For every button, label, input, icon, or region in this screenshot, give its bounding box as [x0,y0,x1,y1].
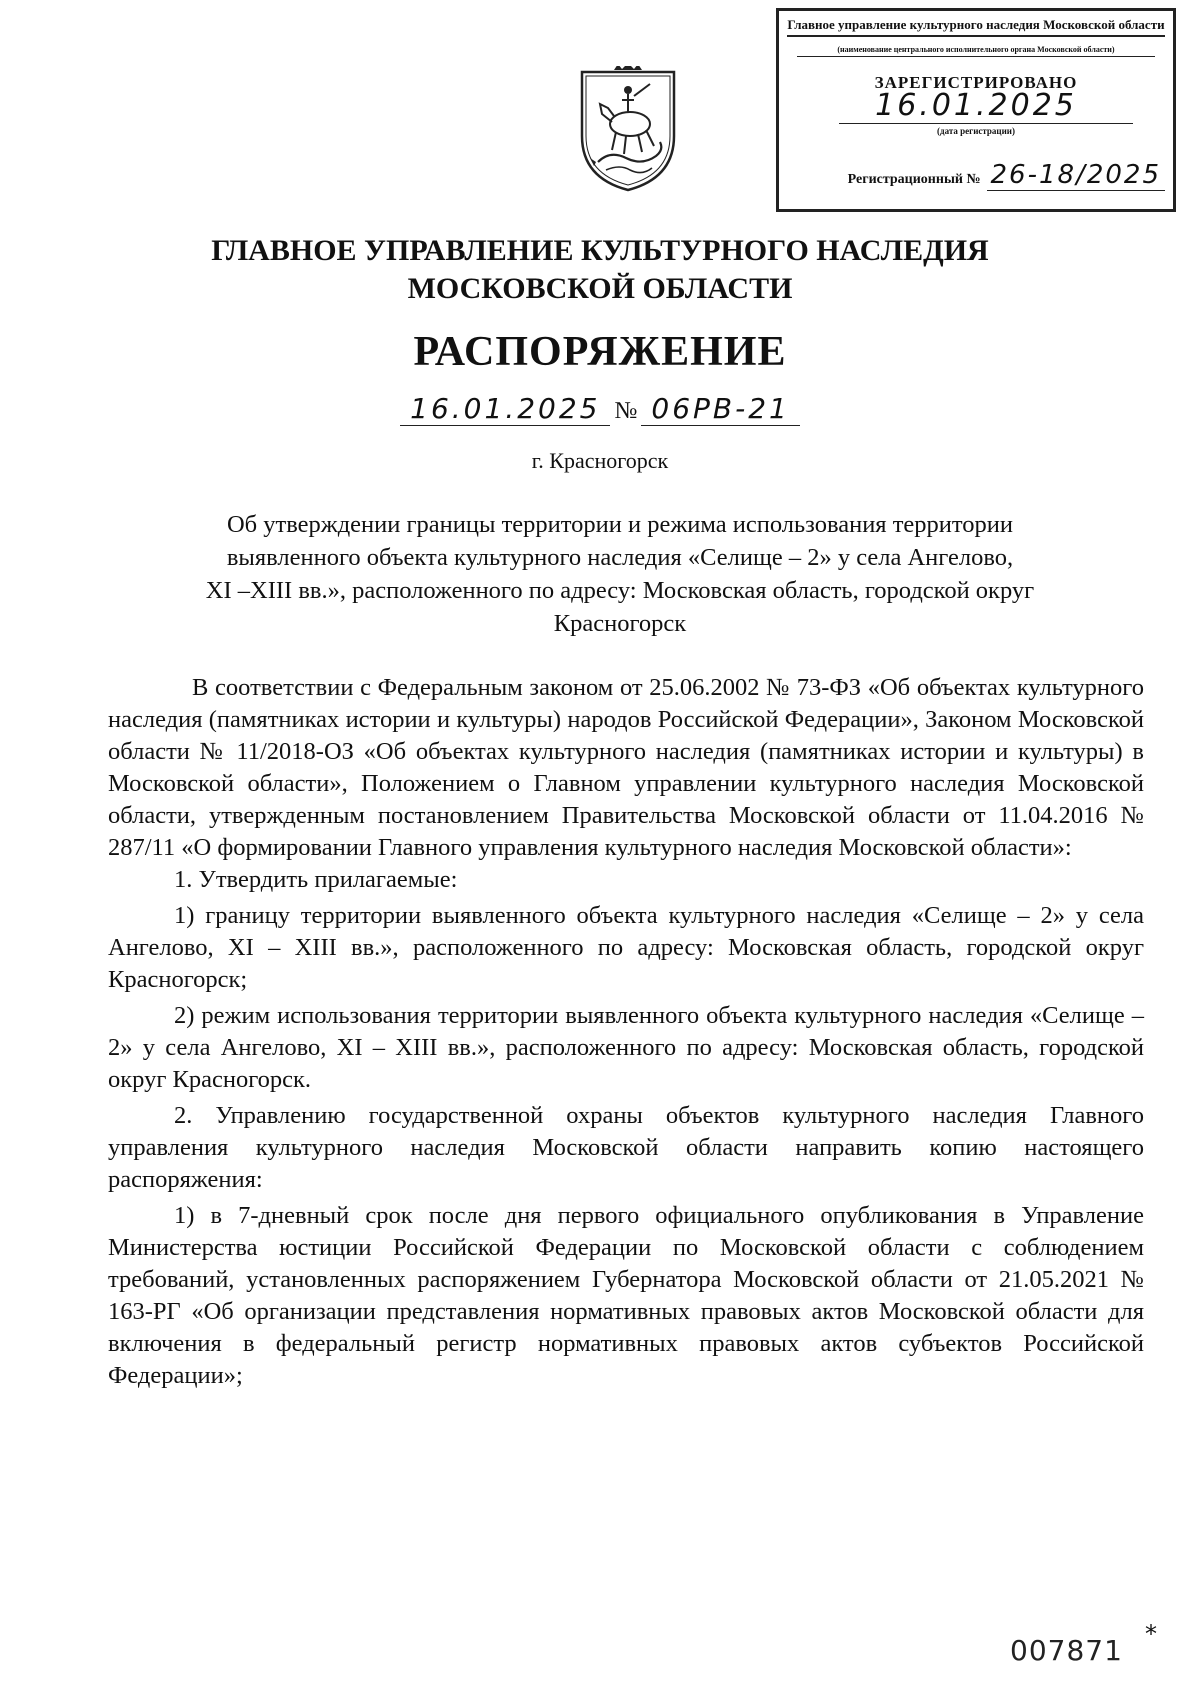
clause-2: 2. Управлению государственной охраны объектов культурного наследия Главного управления культурного наследия Московской области направить копию настоящего распоряжения: [108,1102,1144,1193]
stamp-divider [787,35,1165,37]
stamp-registration-date: 16.01.2025 [875,88,1077,123]
subject-line: Красногорск [553,610,687,637]
preamble-paragraph: В соответствии с Федеральным законом от 25.06.2002 № 73-ФЗ «Об объектах культурного наследия (памятниках истории и культуры) народов Российской Федерации», Законом Московской области № 11/2018-ОЗ «Об объектах культурного наследия (памятниках истории и культуры) в Московской области», Положением о Главном управлении культурного наследия Московской области, утвержденным постановлением Правительства Московской области от 11.04.2016 № 287/11 «О формировании Главного управления культурного наследия Московской области»: [108,674,1144,861]
organization-title [0,232,1200,308]
subject-line: XI –XIII вв.», расположенного по адресу: Московская область, городской округ [205,577,1035,604]
number-sign: № [614,398,638,424]
stamp-divider [797,56,1155,57]
subject-line: Об утверждении границы территории и режима использования территории [226,511,1013,538]
stamp-organization: Главное управление культурного наследия Московской области [787,17,1165,32]
stamp-registration-row [779,160,1165,191]
clause-2-1: 1) в 7-дневный срок после дня первого официального опубликования в Управление Министерства юстиции Российской Федерации по Московской области с соблюдением требований, установленных распоряжением Губернатора Московской области от 21.05.2021 № 163-РГ «Об организации представления нормативных правовых актов Московской области для включения в федеральный регистр нормативных правовых актов субъектов Российской Федерации»; [108,1202,1144,1389]
document-type: РАСПОРЯЖЕНИЕ [413,329,787,375]
organization-title-line: МОСКОВСКОЙ ОБЛАСТИ [407,272,793,305]
document-date-number [0,392,1200,426]
document-body [108,672,1144,1392]
document-city: г. Красногорск [531,448,669,473]
document-date: 16.01.2025 [400,392,610,426]
form-serial-mark: * [1145,1620,1157,1648]
document-subject [140,508,1100,640]
stamp-registration-label: Регистрационный № [847,172,981,187]
clause-1-2: 2) режим использования территории выявленного объекта культурного наследия «Селище – 2» у села Ангелово, XI – XIII вв.», расположенного по адресу: Московская область, городской округ Красногорск. [108,1002,1144,1093]
subject-line: выявленного объекта культурного наследия «Селище – 2» у села Ангелово, [226,544,1014,571]
stamp-date-underline [839,123,1133,124]
clause-1: 1. Утвердить прилагаемые: [174,866,458,893]
moscow-oblast-coat-of-arms-icon [576,66,680,194]
stamp-organization-caption: (наименование центрального исполнительного органа Московской области) [837,45,1115,54]
document-number: 06РВ-21 [641,392,799,426]
organization-title-line: ГЛАВНОЕ УПРАВЛЕНИЕ КУЛЬТУРНОГО НАСЛЕДИЯ [211,234,989,267]
stamp-status: ЗАРЕГИСТРИРОВАНО [874,73,1078,92]
form-serial-number: 007871 [1010,1634,1123,1667]
clause-1-1: 1) границу территории выявленного объекта культурного наследия «Селище – 2» у села Ангелово, XI – XIII вв.», расположенного по адресу: Московская область, городской округ Красногорск; [108,902,1144,993]
registration-stamp [776,8,1176,212]
stamp-date-caption: (дата регистрации) [937,126,1015,136]
stamp-registration-number: 26-18/2025 [987,160,1165,191]
